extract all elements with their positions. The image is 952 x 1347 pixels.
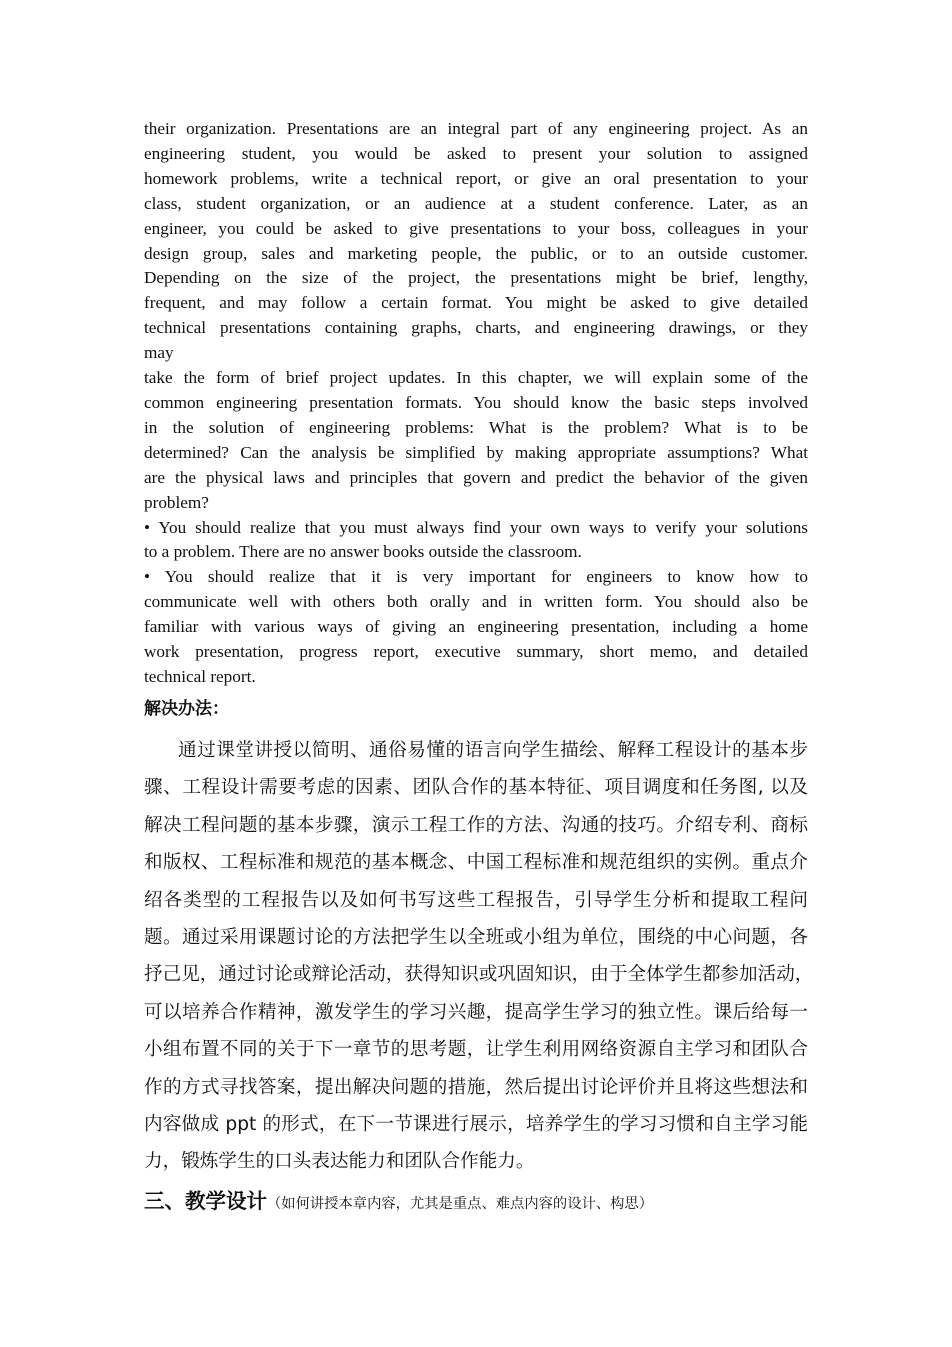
text-line: 内容做成 ppt 的形式，在下一节课进行展示，培养学生的学习习惯和自主学习能 xyxy=(144,1114,808,1136)
text-line: engineer, you could be asked to give presentations to your boss, colleagues in your xyxy=(144,218,808,238)
text-line: technical presentations containing graphs, charts, and engineering drawings, or they xyxy=(144,318,808,338)
text-line: may xyxy=(144,343,174,363)
text-line: technical report. xyxy=(144,666,256,686)
text-line: design group, sales and marketing people, the public, or to an outside customer. xyxy=(144,243,808,263)
text-line: 题。通过采用课题讨论的方法把学生以全班或小组为单位，围绕的中心问题，各 xyxy=(144,927,808,949)
text-line: in the solution of engineering problems: What is the problem? What is to be xyxy=(144,417,808,437)
text-line: 力，锻炼学生的口头表达能力和团队合作能力。 xyxy=(144,1151,535,1173)
text-line: Depending on the size of the project, the presentations might be brief, lengthy, xyxy=(144,268,808,288)
text-line: determined? Can the analysis be simplified by making appropriate assumptions? What xyxy=(144,442,808,462)
text-line: 解决工程问题的基本步骤，演示工程工作的方法、沟通的技巧。介绍专利、商标 xyxy=(144,814,808,836)
text-line: frequent, and may follow a certain format. You might be asked to give detailed xyxy=(144,293,808,313)
text-line: 绍各类型的工程报告以及如何书写这些工程报告，引导学生分析和提取工程问 xyxy=(144,889,808,911)
text-line: 小组布置不同的关于下一章节的思考题，让学生利用网络资源自主学习和团队合 xyxy=(144,1039,808,1061)
text-line: 和版权、工程标准和规范的基本概念、中国工程标准和规范组织的实例。重点介 xyxy=(144,852,808,874)
text-line: homework problems, write a technical report, or give an oral presentation to your xyxy=(144,168,808,188)
text-line: work presentation, progress report, executive summary, short memo, and detailed xyxy=(144,642,808,662)
text-line: to a problem. There are no answer books outside the classroom. xyxy=(144,542,582,562)
text-line: 可以培养合作精神，激发学生的学习兴趣，提高学生学习的独立性。课后给每一 xyxy=(144,1001,808,1023)
text-line: class, student organization, or an audience at a student conference. Later, as an xyxy=(144,193,808,213)
text-line: take the form of brief project updates. In this chapter, we will explain some of the xyxy=(144,368,808,388)
text-line: 通过课堂讲授以简明、通俗易懂的语言向学生描绘、解释工程设计的基本步 xyxy=(178,740,808,761)
solution-heading: 解决办法： xyxy=(144,699,229,719)
text-line: 作的方式寻找答案，提出解决问题的措施，然后提出讨论评价并且将这些想法和 xyxy=(144,1076,808,1098)
text-line: their organization. Presentations are an integral part of any engineering project. As an xyxy=(144,119,808,138)
text-line: problem? xyxy=(144,492,209,512)
chinese-paragraph xyxy=(144,732,814,1181)
text-line: 骤、工程设计需要考虑的因素、团队合作的基本特征、项目调度和任务图, 以及 xyxy=(144,777,808,799)
section-heading xyxy=(144,1184,653,1214)
bullet-line: • You should realize that it is very important for engineers to know how to xyxy=(144,567,808,587)
text-line: common engineering presentation formats. You should know the basic steps involved xyxy=(144,392,808,412)
english-paragraph xyxy=(144,117,808,690)
section-title: 三、教学设计 xyxy=(144,1189,267,1213)
text-line: engineering student, you would be asked to present your solution to assigned xyxy=(144,143,808,163)
text-line: communicate well with others both orally and in written form. You should also be xyxy=(144,592,808,612)
text-line: 抒己见，通过讨论或辩论活动，获得知识或巩固知识，由于全体学生都参加活动， xyxy=(144,964,814,986)
bullet-line: • You should realize that you must always find your own ways to verify your solutions xyxy=(144,517,808,537)
section-note: （如何讲授本章内容，尤其是重点、难点内容的设计、构思） xyxy=(267,1196,654,1212)
text-line: familiar with various ways of giving an engineering presentation, including a home xyxy=(144,617,808,637)
text-line: are the physical laws and principles that govern and predict the behavior of the given xyxy=(144,467,808,487)
